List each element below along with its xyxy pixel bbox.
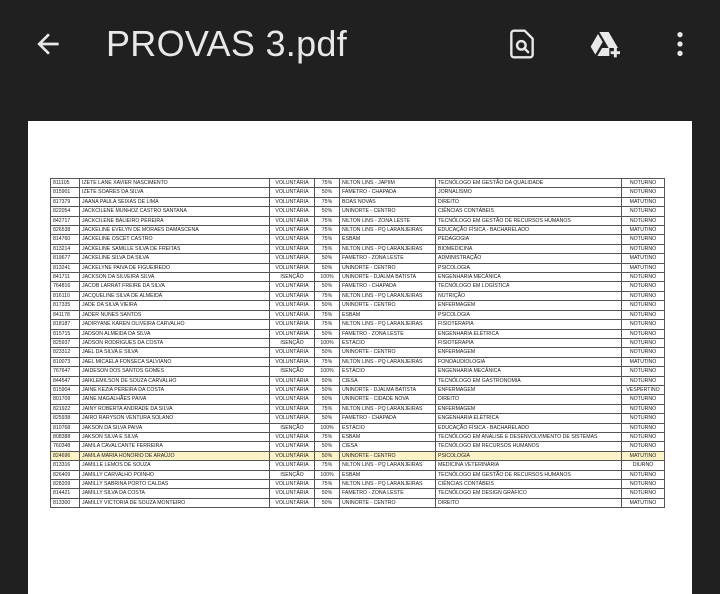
- add-to-drive-icon: [588, 28, 624, 60]
- percent-cell: 75%: [315, 197, 340, 206]
- name-cell: JACKCILENE BALIEIRO PEREIRA: [80, 216, 270, 225]
- shift-cell: NOTURNO: [622, 338, 665, 347]
- registration-cell: 824696: [51, 451, 80, 460]
- name-cell: JAKSON DA SILVA PAIVA: [80, 423, 270, 432]
- add-to-drive-button[interactable]: [584, 22, 628, 66]
- shift-cell: NOTURNO: [622, 310, 665, 319]
- name-cell: JACKSON DA SILVEIRA SILVA: [80, 273, 270, 282]
- pdf-viewer[interactable]: [0, 88, 720, 594]
- table-row: [51, 461, 665, 470]
- app-bar: [0, 0, 720, 88]
- table-row: [51, 489, 665, 498]
- registration-cell: 817379: [51, 197, 80, 206]
- registration-cell: 810073: [51, 357, 80, 366]
- shift-cell: MATUTINO: [622, 254, 665, 263]
- registration-cell: 828209: [51, 480, 80, 489]
- table-row: [51, 197, 665, 206]
- institution-cell: ESBAM: [340, 470, 436, 479]
- registration-cell: 841178: [51, 310, 80, 319]
- institution-cell: NILTON LINS - PQ LARANJEIRAS: [340, 461, 436, 470]
- name-cell: JAINE KEZIA PEREIRA DA COSTA: [80, 385, 270, 394]
- institution-cell: UNINORTE - DJALMA BATISTA: [340, 385, 436, 394]
- name-cell: JADE DA SILVA VIEIRA: [80, 301, 270, 310]
- name-cell: JAKSON SILVA E SILVA: [80, 432, 270, 441]
- percent-cell: 75%: [315, 216, 340, 225]
- course-cell: PEDAGOGIA: [436, 235, 622, 244]
- type-cell: ISENÇÃO: [270, 470, 315, 479]
- registration-cell: 808388: [51, 432, 80, 441]
- institution-cell: FAMETRO - ZONA LESTE: [340, 254, 436, 263]
- percent-cell: 50%: [315, 188, 340, 197]
- institution-cell: FAMETRO - ZONA LESTE: [340, 489, 436, 498]
- registration-cell: 813214: [51, 244, 80, 253]
- name-cell: JADSON ALMEIDA DA SILVA: [80, 329, 270, 338]
- registration-cell: 818187: [51, 320, 80, 329]
- type-cell: ISENÇÃO: [270, 338, 315, 347]
- shift-cell: MATUTINO: [622, 263, 665, 272]
- course-cell: ENFERMAGEM: [436, 301, 622, 310]
- table-row: [51, 301, 665, 310]
- shift-cell: NOTURNO: [622, 207, 665, 216]
- table-row: [51, 179, 665, 188]
- course-cell: ADMINISTRAÇÃO: [436, 254, 622, 263]
- percent-cell: 75%: [315, 179, 340, 188]
- institution-cell: UNINORTE - CIDADE NOVA: [340, 395, 436, 404]
- course-cell: TECNÓLOGO EM GASTRONOMIA: [436, 376, 622, 385]
- name-cell: JACOB LARRAT FREIRE DA SILVA: [80, 282, 270, 291]
- course-cell: ENFERMAGEM: [436, 385, 622, 394]
- table-row: [51, 367, 665, 376]
- table-row: [51, 207, 665, 216]
- type-cell: VOLUNTÁRIA: [270, 216, 315, 225]
- course-cell: TECNÓLOGO EM GESTÃO DE RECURSOS HUMANOS: [436, 216, 622, 225]
- percent-cell: 75%: [315, 310, 340, 319]
- name-cell: JADER NUNES SANTOS: [80, 310, 270, 319]
- registration-cell: 815904: [51, 385, 80, 394]
- name-cell: IZETE LANE XAVIER NASCIMENTO: [80, 179, 270, 188]
- table-row: [51, 254, 665, 263]
- institution-cell: CIESA: [340, 376, 436, 385]
- registration-cell: 814760: [51, 235, 80, 244]
- institution-cell: FAMETRO - CHAPADA: [340, 282, 436, 291]
- type-cell: VOLUNTÁRIA: [270, 432, 315, 441]
- name-cell: JAMILLY SABRINA PORTO CALDAS: [80, 480, 270, 489]
- registration-cell: 822054: [51, 207, 80, 216]
- percent-cell: 100%: [315, 273, 340, 282]
- shift-cell: NOTURNO: [622, 244, 665, 253]
- table-row: [51, 338, 665, 347]
- course-cell: TECNÓLOGO EM GESTÃO DE RECURSOS HUMANOS: [436, 470, 622, 479]
- type-cell: VOLUNTÁRIA: [270, 376, 315, 385]
- institution-cell: NILTON LINS - PQ LARANJEIRAS: [340, 357, 436, 366]
- type-cell: VOLUNTÁRIA: [270, 291, 315, 300]
- table-row: [51, 357, 665, 366]
- type-cell: VOLUNTÁRIA: [270, 226, 315, 235]
- table-row: [51, 385, 665, 394]
- institution-cell: FAMETRO - CHAPADA: [340, 188, 436, 197]
- registration-cell: 823312: [51, 348, 80, 357]
- institution-cell: UNINORTE - CENTRO: [340, 263, 436, 272]
- course-cell: FONOAUDIOLOGIA: [436, 357, 622, 366]
- shift-cell: NOTURNO: [622, 432, 665, 441]
- type-cell: VOLUNTÁRIA: [270, 207, 315, 216]
- search-document-icon: [506, 28, 538, 60]
- percent-cell: 75%: [315, 480, 340, 489]
- institution-cell: ESTÁCIO: [340, 367, 436, 376]
- type-cell: VOLUNTÁRIA: [270, 301, 315, 310]
- registration-cell: 815901: [51, 188, 80, 197]
- percent-cell: 50%: [315, 348, 340, 357]
- table-row: [51, 414, 665, 423]
- institution-cell: ESTÁCIO: [340, 423, 436, 432]
- more-options-button[interactable]: [658, 22, 702, 66]
- shift-cell: VESPERTINO: [622, 385, 665, 394]
- institution-cell: FAMETRO - ZONA LESTE: [340, 329, 436, 338]
- type-cell: VOLUNTÁRIA: [270, 310, 315, 319]
- registration-cell: 813316: [51, 461, 80, 470]
- table-row: [51, 423, 665, 432]
- type-cell: ISENÇÃO: [270, 423, 315, 432]
- course-cell: ENGENHARIA MECÂNICA: [436, 367, 622, 376]
- percent-cell: 75%: [315, 320, 340, 329]
- course-cell: EDUCAÇÃO FÍSICA - BACHARELADO: [436, 423, 622, 432]
- name-cell: JACKELINE SAMILLE SILVA DE FREITAS: [80, 244, 270, 253]
- type-cell: VOLUNTÁRIA: [270, 197, 315, 206]
- shift-cell: NOTURNO: [622, 188, 665, 197]
- type-cell: VOLUNTÁRIA: [270, 235, 315, 244]
- table-row: [51, 216, 665, 225]
- percent-cell: 75%: [315, 404, 340, 413]
- shift-cell: NOTURNO: [622, 404, 665, 413]
- course-cell: CIÊNCIAS CONTÁBEIS: [436, 480, 622, 489]
- percent-cell: 75%: [315, 291, 340, 300]
- shift-cell: NOTURNO: [622, 423, 665, 432]
- institution-cell: NILTON LINS - PQ LARANJEIRAS: [340, 480, 436, 489]
- percent-cell: 50%: [315, 498, 340, 507]
- table-row: [51, 329, 665, 338]
- percent-cell: 50%: [315, 414, 340, 423]
- shift-cell: NOTURNO: [622, 329, 665, 338]
- course-cell: PSICOLOGIA: [436, 451, 622, 460]
- name-cell: JAMILA CAVALCANTE FERREIRA: [80, 442, 270, 451]
- name-cell: JACKELYNE PAIVA DE FIGUEIREDO: [80, 263, 270, 272]
- registration-cell: 767647: [51, 367, 80, 376]
- table-row: [51, 291, 665, 300]
- course-cell: TECNÓLOGO EM RECURSOS HUMANOS: [436, 442, 622, 451]
- type-cell: VOLUNTÁRIA: [270, 385, 315, 394]
- type-cell: VOLUNTÁRIA: [270, 498, 315, 507]
- shift-cell: NOTURNO: [622, 470, 665, 479]
- name-cell: JAIRO RARYSON VENTURA SOLANO: [80, 414, 270, 423]
- shift-cell: MATUTINO: [622, 357, 665, 366]
- shift-cell: MATUTINO: [622, 197, 665, 206]
- shift-cell: NOTURNO: [622, 273, 665, 282]
- arrow-back-icon: [32, 28, 64, 60]
- registration-cell: 817335: [51, 301, 80, 310]
- type-cell: VOLUNTÁRIA: [270, 329, 315, 338]
- table-row: [51, 451, 665, 460]
- type-cell: VOLUNTÁRIA: [270, 451, 315, 460]
- course-cell: FISIOTERAPIA: [436, 320, 622, 329]
- name-cell: JACKELINE OSCET CASTRO: [80, 235, 270, 244]
- institution-cell: NILTON LINS - ZONA LESTE: [340, 216, 436, 225]
- table-row: [51, 376, 665, 385]
- name-cell: JACKELINE SILVA DA SILVA: [80, 254, 270, 263]
- table-row: [51, 226, 665, 235]
- table-row: [51, 432, 665, 441]
- table-row: [51, 188, 665, 197]
- type-cell: VOLUNTÁRIA: [270, 348, 315, 357]
- shift-cell: NOTURNO: [622, 179, 665, 188]
- institution-cell: ESTÁCIO: [340, 338, 436, 347]
- shift-cell: NOTURNO: [622, 480, 665, 489]
- registration-cell: 825938: [51, 414, 80, 423]
- name-cell: JAMILLE LEMOS DE SOUZA: [80, 461, 270, 470]
- institution-cell: FAMETRO - CHAPADA: [340, 414, 436, 423]
- registration-cell: 810768: [51, 423, 80, 432]
- percent-cell: 75%: [315, 235, 340, 244]
- type-cell: VOLUNTÁRIA: [270, 282, 315, 291]
- course-cell: JORNALISMO: [436, 188, 622, 197]
- institution-cell: ESBAM: [340, 310, 436, 319]
- registration-cell: 844547: [51, 376, 80, 385]
- registration-cell: 841711: [51, 273, 80, 282]
- institution-cell: NILTON LINS - PQ LARANJEIRAS: [340, 244, 436, 253]
- registration-cell: 842717: [51, 216, 80, 225]
- table-row: [51, 348, 665, 357]
- course-cell: TECNÓLOGO EM ANÁLISE E DESENVOLVIMENTO DE SISTEMAS: [436, 432, 622, 441]
- name-cell: JAMILLY SILVA DA COSTA: [80, 489, 270, 498]
- shift-cell: NOTURNO: [622, 216, 665, 225]
- type-cell: ISENÇÃO: [270, 273, 315, 282]
- name-cell: JAEL DA SILVA E SILVA: [80, 348, 270, 357]
- back-button[interactable]: [26, 22, 70, 66]
- shift-cell: NOTURNO: [622, 320, 665, 329]
- name-cell: JAMILA MARIA HONORIO DE ARAÚJO: [80, 451, 270, 460]
- percent-cell: 75%: [315, 226, 340, 235]
- shift-cell: NOTURNO: [622, 395, 665, 404]
- institution-cell: NILTON LINS - PQ LARANJEIRAS: [340, 291, 436, 300]
- table-row: [51, 480, 665, 489]
- type-cell: VOLUNTÁRIA: [270, 395, 315, 404]
- type-cell: VOLUNTÁRIA: [270, 489, 315, 498]
- percent-cell: 100%: [315, 338, 340, 347]
- course-cell: ENGENHARIA MECÂNICA: [436, 273, 622, 282]
- course-cell: CIÊNCIAS CONTÁBEIS: [436, 207, 622, 216]
- name-cell: JACKELINE EVELYN DE MORAES DAMASCENA: [80, 226, 270, 235]
- percent-cell: 75%: [315, 244, 340, 253]
- institution-cell: UNINORTE - DJALMA BATISTA: [340, 273, 436, 282]
- percent-cell: 50%: [315, 442, 340, 451]
- registration-cell: 811105: [51, 179, 80, 188]
- registration-cell: 813300: [51, 498, 80, 507]
- percent-cell: 100%: [315, 423, 340, 432]
- type-cell: VOLUNTÁRIA: [270, 244, 315, 253]
- course-cell: TECNÓLOGO EM DESIGN GRÁFICO: [436, 489, 622, 498]
- course-cell: PSICOLOGIA: [436, 263, 622, 272]
- percent-cell: 50%: [315, 263, 340, 272]
- shift-cell: NOTURNO: [622, 414, 665, 423]
- institution-cell: NILTON LINS - PQ LARANJEIRAS: [340, 320, 436, 329]
- institution-cell: NILTON LINS - JAPIIM: [340, 179, 436, 188]
- shift-cell: MATUTINO: [622, 451, 665, 460]
- registration-cell: 819677: [51, 254, 80, 263]
- percent-cell: 100%: [315, 367, 340, 376]
- shift-cell: NOTURNO: [622, 301, 665, 310]
- institution-cell: CIESA: [340, 442, 436, 451]
- percent-cell: 50%: [315, 207, 340, 216]
- type-cell: VOLUNTÁRIA: [270, 254, 315, 263]
- percent-cell: 75%: [315, 461, 340, 470]
- percent-cell: 75%: [315, 432, 340, 441]
- registration-cell: 821922: [51, 404, 80, 413]
- course-cell: DIREITO: [436, 395, 622, 404]
- table-row: [51, 282, 665, 291]
- course-cell: TECNÓLOGO EM GESTÃO DA QUALIDADE: [436, 179, 622, 188]
- type-cell: VOLUNTÁRIA: [270, 179, 315, 188]
- table-row: [51, 395, 665, 404]
- type-cell: VOLUNTÁRIA: [270, 461, 315, 470]
- table-row: [51, 470, 665, 479]
- name-cell: JACQUELINE SILVA DE ALMEIDA: [80, 291, 270, 300]
- more-vert-icon: [664, 28, 696, 60]
- table-row: [51, 310, 665, 319]
- percent-cell: 50%: [315, 376, 340, 385]
- name-cell: JACKCILENE MUNHOZ CASTRO SANTANA: [80, 207, 270, 216]
- institution-cell: UNINORTE - CENTRO: [340, 301, 436, 310]
- percent-cell: 75%: [315, 357, 340, 366]
- shift-cell: NOTURNO: [622, 367, 665, 376]
- table-row: [51, 273, 665, 282]
- course-cell: PSICOLOGIA: [436, 310, 622, 319]
- table-row: [51, 244, 665, 253]
- registration-cell: 760348: [51, 442, 80, 451]
- institution-cell: ESBAM: [340, 432, 436, 441]
- type-cell: ISENÇÃO: [270, 367, 315, 376]
- institution-cell: UNINORTE - CENTRO: [340, 498, 436, 507]
- type-cell: VOLUNTÁRIA: [270, 188, 315, 197]
- percent-cell: 50%: [315, 395, 340, 404]
- shift-cell: NOTURNO: [622, 442, 665, 451]
- registration-cell: 826538: [51, 226, 80, 235]
- name-cell: JAINY ROBERTA ANDRADE DA SILVA: [80, 404, 270, 413]
- document-title: PROVAS 3.pdf: [106, 23, 348, 64]
- percent-cell: 50%: [315, 254, 340, 263]
- percent-cell: 50%: [315, 489, 340, 498]
- name-cell: JADIRYANE KAREN OLIVEIRA CARVALHO: [80, 320, 270, 329]
- percent-cell: 50%: [315, 282, 340, 291]
- shift-cell: NOTURNO: [622, 235, 665, 244]
- search-in-document-button[interactable]: [500, 22, 544, 66]
- institution-cell: UNINORTE - CENTRO: [340, 207, 436, 216]
- registration-cell: 825937: [51, 338, 80, 347]
- table-row: [51, 320, 665, 329]
- course-cell: DIREITO: [436, 197, 622, 206]
- name-cell: JAMILLY VICTORIA DE SOUZA MONTEIRO: [80, 498, 270, 507]
- course-cell: MEDICINA VETERINÁRIA: [436, 461, 622, 470]
- shift-cell: MATUTINO: [622, 226, 665, 235]
- institution-cell: BOAS NOVAS: [340, 197, 436, 206]
- name-cell: JAINE MAGALHÃES PAIVA: [80, 395, 270, 404]
- course-cell: ENFERMAGEM: [436, 404, 622, 413]
- percent-cell: 50%: [315, 451, 340, 460]
- type-cell: VOLUNTÁRIA: [270, 263, 315, 272]
- course-cell: ENGENHARIA ELÉTRICA: [436, 414, 622, 423]
- shift-cell: NOTURNO: [622, 282, 665, 291]
- registration-cell: 815715: [51, 329, 80, 338]
- shift-cell: DIURNO: [622, 461, 665, 470]
- institution-cell: UNINORTE - CENTRO: [340, 348, 436, 357]
- institution-cell: NILTON LINS - PQ LARANJEIRAS: [340, 226, 436, 235]
- shift-cell: NOTURNO: [622, 291, 665, 300]
- course-cell: BIOMEDICINA: [436, 244, 622, 253]
- type-cell: VOLUNTÁRIA: [270, 404, 315, 413]
- registration-cell: 826409: [51, 470, 80, 479]
- table-row: [51, 442, 665, 451]
- institution-cell: NILTON LINS - PQ LARANJEIRAS: [340, 404, 436, 413]
- course-cell: ENGENHARIA ELÉTRICA: [436, 329, 622, 338]
- table-row: [51, 404, 665, 413]
- type-cell: VOLUNTÁRIA: [270, 480, 315, 489]
- name-cell: JAIKLEMILSON DE SOUZA CARVALHO: [80, 376, 270, 385]
- name-cell: IZETE SOARES DA SILVA: [80, 188, 270, 197]
- type-cell: VOLUNTÁRIA: [270, 442, 315, 451]
- course-cell: TECNÓLOGO EM LOGÍSTICA: [436, 282, 622, 291]
- institution-cell: ESBAM: [340, 235, 436, 244]
- results-table: [50, 178, 665, 508]
- name-cell: JAIDESON DOS SANTOS GOMES: [80, 367, 270, 376]
- percent-cell: 100%: [315, 470, 340, 479]
- registration-cell: 814421: [51, 489, 80, 498]
- course-cell: FISIOTERAPIA: [436, 338, 622, 347]
- registration-cell: 801709: [51, 395, 80, 404]
- name-cell: JADSON RODRIGUES DA COSTA: [80, 338, 270, 347]
- type-cell: VOLUNTÁRIA: [270, 357, 315, 366]
- registration-cell: 816110: [51, 291, 80, 300]
- type-cell: VOLUNTÁRIA: [270, 320, 315, 329]
- pdf-page: [28, 121, 692, 594]
- course-cell: ENFERMAGEM: [436, 348, 622, 357]
- percent-cell: 50%: [315, 329, 340, 338]
- type-cell: VOLUNTÁRIA: [270, 414, 315, 423]
- course-cell: NUTRIÇÃO: [436, 291, 622, 300]
- table-row: [51, 498, 665, 507]
- shift-cell: MATUTINO: [622, 498, 665, 507]
- course-cell: EDUCAÇÃO FÍSICA - BACHARELADO: [436, 226, 622, 235]
- table-row: [51, 263, 665, 272]
- registration-cell: 813241: [51, 263, 80, 272]
- institution-cell: UNINORTE - CENTRO: [340, 451, 436, 460]
- percent-cell: 50%: [315, 385, 340, 394]
- name-cell: JAANA PAULA SEIXAS DE LIMA: [80, 197, 270, 206]
- name-cell: JAMILLY CARVALHO POINHO: [80, 470, 270, 479]
- name-cell: JAEL MICAELA FONSECA SALVIANO: [80, 357, 270, 366]
- shift-cell: NOTURNO: [622, 348, 665, 357]
- course-cell: DIREITO: [436, 498, 622, 507]
- shift-cell: NOTURNO: [622, 489, 665, 498]
- registration-cell: 764816: [51, 282, 80, 291]
- percent-cell: 50%: [315, 301, 340, 310]
- shift-cell: NOTURNO: [622, 376, 665, 385]
- table-row: [51, 235, 665, 244]
